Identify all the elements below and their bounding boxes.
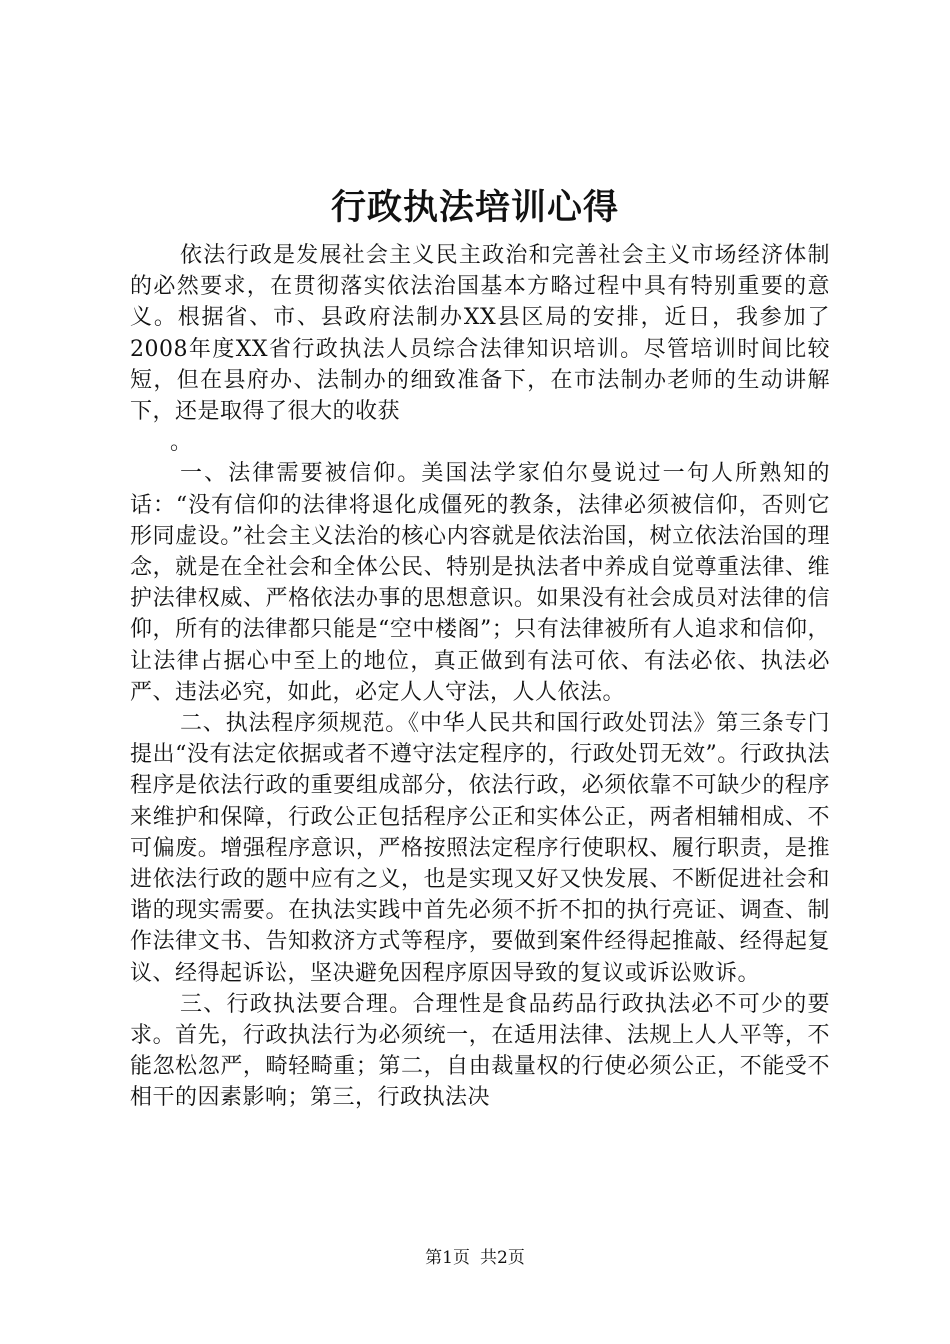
- paragraph-intro: 依法行政是发展社会主义民主政治和完善社会主义市场经济体制的必然要求，在贯彻落实依法治国基本方略过程中具有特别重要的意义。根据省、市、县政府法制办XX县区局的安排，近日，我参加了2008年度XX省行政执法人员综合法律知识培训。尽管培训时间比较短，但在县府办、法制办的细致准备下，在市法制办老师的生动讲解下，还是取得了很大的收获: [130, 243, 830, 425]
- document-body: [130, 240, 830, 1114]
- paragraph-section-3: 三、行政执法要合理。合理性是食品药品行政执法必不可少的要求。首先，行政执法行为必须统一，在适用法律、法规上人人平等，不能忽松忽严，畸轻畸重；第二，自由裁量权的行使必须公正，不能受不相干的因素影响；第三，行政执法决: [130, 991, 830, 1111]
- page-number-total: 共2页: [480, 1248, 525, 1268]
- paragraph-section-1: 一、法律需要被信仰。美国法学家伯尔曼说过一句人所熟知的话：“没有信仰的法律将退化成僵死的教条，法律必须被信仰，否则它形同虚设。”社会主义法治的核心内容就是依法治国，树立依法治国的理念，就是在全社会和全体公民、特别是执法者中养成自觉尊重法律、维护法律权威、严格依法办事的思想意识。如果没有社会成员对法律的信仰，所有的法律都只能是“空中楼阁”；只有法律被所有人追求和信仰，让法律占据心中至上的地位，真正做到有法可依、有法必依、执法必严、违法必究，如此，必定人人守法，人人依法。: [130, 461, 830, 705]
- paragraph-period: 。: [170, 430, 193, 456]
- paragraph-section-2: 二、执法程序须规范。《中华人民共和国行政处罚法》第三条专门提出“没有法定依据或者不遵守法定程序的，行政处罚无效”。行政执法程序是依法行政的重要组成部分，依法行政，必须依靠不可缺少的程序来维护和保障，行政公正包括程序公正和实体公正，两者相辅相成、不可偏废。增强程序意识，严格按照法定程序行使职权、履行职责，是推进依法行政的题中应有之义，也是实现又好又快发展、不断促进社会和谐的现实需要。在执法实践中首先必须不折不扣的执行亮证、调查、制作法律文书、告知救济方式等程序，要做到案件经得起推敲、经得起复议、经得起诉讼，坚决避免因程序原因导致的复议或诉讼败诉。: [130, 711, 830, 986]
- page-number-current: 第1页: [425, 1248, 470, 1268]
- page-footer: [0, 1246, 950, 1270]
- document-title: 行政执法培训心得: [330, 187, 619, 228]
